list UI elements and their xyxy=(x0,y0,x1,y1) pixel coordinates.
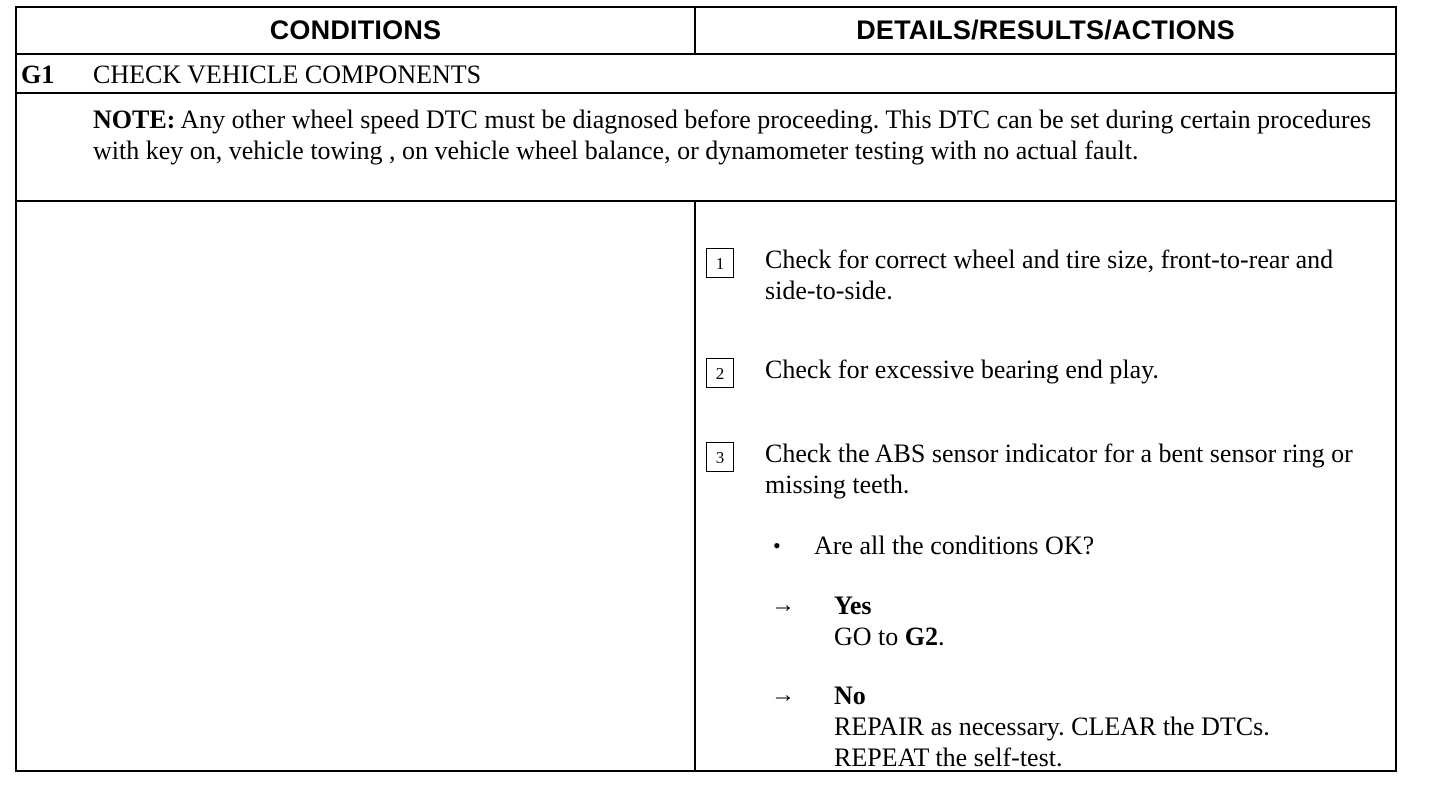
arrow-right-icon: → xyxy=(771,592,795,618)
step-number-box: 3 xyxy=(706,442,734,472)
answer-yes-action xyxy=(834,621,1394,652)
answer-no-line2: REPEAT the self-test. xyxy=(834,743,1063,772)
answer-yes-target: G2 xyxy=(904,622,939,651)
question-text: Are all the conditions OK? xyxy=(814,531,1095,560)
details-header: DETAILS/RESULTS/ACTIONS xyxy=(856,15,1235,45)
bullet-icon: • xyxy=(773,533,781,558)
actions-cell xyxy=(696,200,1395,770)
diagnostic-table xyxy=(15,6,1397,772)
answer-no-action xyxy=(834,711,1394,773)
answer-yes-prefix: GO to xyxy=(834,622,905,651)
note-body: Any other wheel speed DTC must be diagnosed before proceeding. This DTC can be set during certain procedures with key on, vehicle towing , on vehicle wheel balance, or dynamometer testing with no actual fault. xyxy=(93,105,1372,165)
step-number-box: 1 xyxy=(706,248,734,278)
step-number-box: 2 xyxy=(706,358,734,388)
answer-no-label: No xyxy=(834,681,866,710)
table-header-row xyxy=(17,8,1395,55)
arrow-right-icon: → xyxy=(771,682,795,708)
conditions-cell xyxy=(17,200,696,770)
step-title-row xyxy=(17,53,1395,94)
answer-yes-suffix: . xyxy=(938,622,945,651)
note-text xyxy=(93,104,1383,166)
step-id: G1 xyxy=(21,60,55,89)
step-title: CHECK VEHICLE COMPONENTS xyxy=(93,60,482,89)
check-step-text: Check for correct wheel and tire size, front-to-rear and side-to-side. xyxy=(765,245,1334,305)
answer-yes-label: Yes xyxy=(834,591,872,620)
note-row xyxy=(17,92,1395,202)
check-step-text: Check for excessive bearing end play. xyxy=(765,355,1159,384)
conditions-header: CONDITIONS xyxy=(17,8,696,53)
body-row xyxy=(17,200,1395,770)
answer-no-line1: REPAIR as necessary. CLEAR the DTCs. xyxy=(834,712,1270,741)
note-label: NOTE: xyxy=(93,105,176,134)
check-step-text: Check the ABS sensor indicator for a bent sensor ring or missing teeth. xyxy=(765,439,1353,499)
